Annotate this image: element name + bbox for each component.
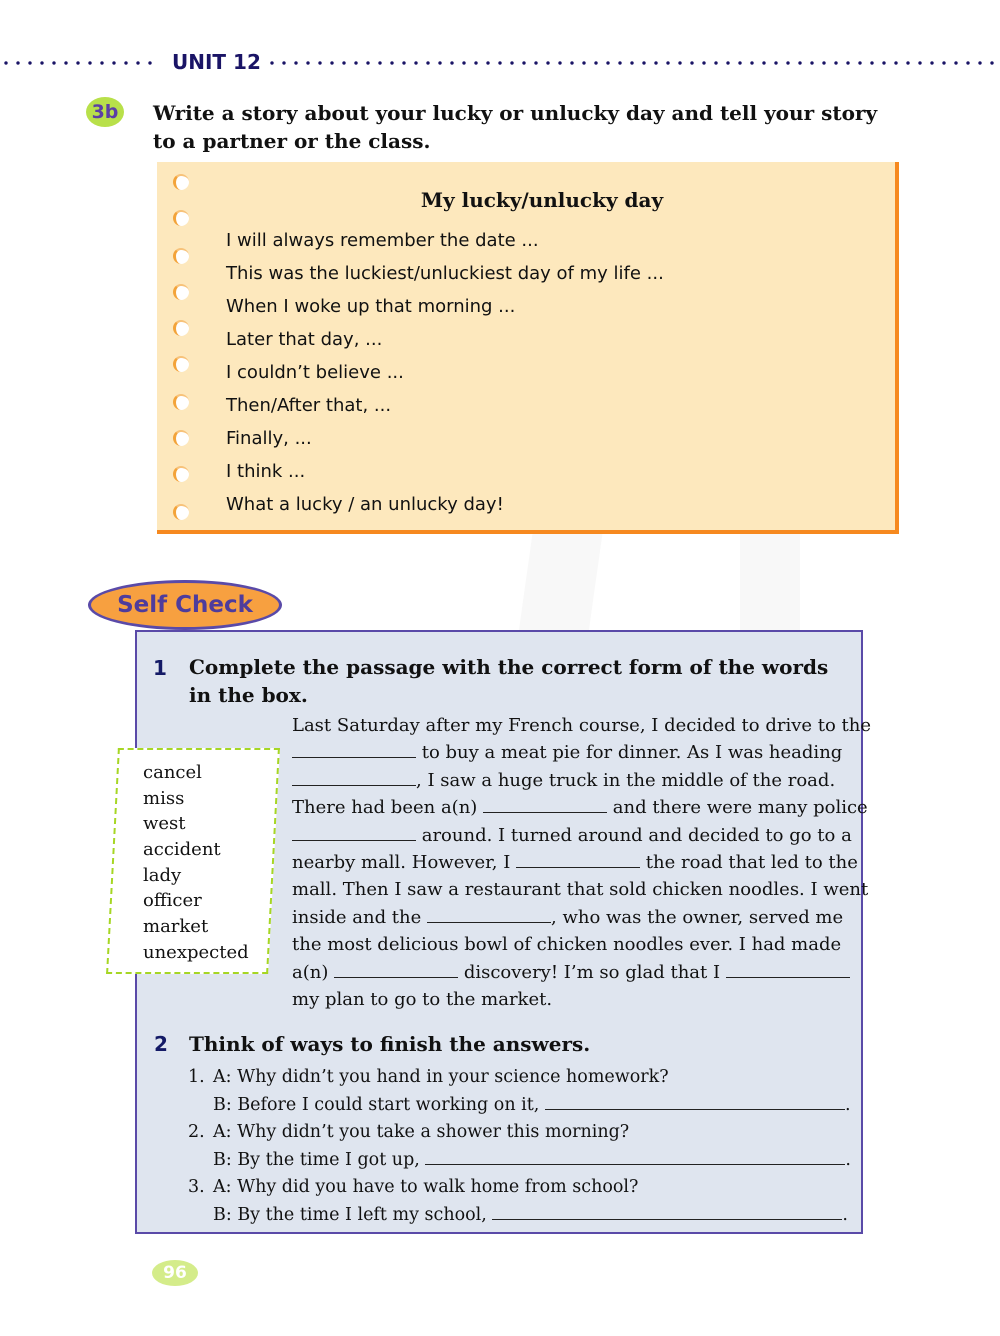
- passage-text: There had been a(n): [292, 797, 484, 819]
- passage-text: mall. Then I saw a restaurant that sold chicken noodles. I went: [292, 879, 869, 901]
- passage-line: [292, 986, 852, 1013]
- notepad-line: Finally, ...: [226, 428, 312, 449]
- question-number: 2: [154, 1032, 168, 1056]
- qa-answer: [188, 1201, 848, 1228]
- question-instruction: Complete the passage with the correct form of the words in the box.: [189, 655, 829, 707]
- binder-ring-icon: [173, 356, 189, 372]
- passage: [292, 712, 872, 1013]
- passage-line: [292, 822, 852, 849]
- answer-blank[interactable]: [516, 849, 640, 868]
- passage-text: inside and the: [292, 906, 428, 928]
- passage-line: [292, 849, 858, 876]
- exercise-badge: 3b: [86, 97, 124, 127]
- answer-b: B: Before I could start working on it,: [213, 1095, 540, 1116]
- passage-text: , who was the owner, served me: [551, 906, 844, 928]
- binder-ring-icon: [173, 504, 189, 520]
- passage-text: , I saw a huge truck in the middle of the road.: [416, 769, 836, 791]
- answer-blank[interactable]: [545, 1091, 845, 1110]
- period: .: [844, 1095, 851, 1116]
- answer-b: B: By the time I left my school,: [213, 1204, 487, 1225]
- binder-ring-icon: [173, 248, 189, 264]
- notepad-lines: [226, 224, 664, 521]
- qa-answer: [188, 1146, 851, 1173]
- word-option: officer: [143, 890, 202, 912]
- passage-line: [292, 904, 852, 931]
- passage-text: the road that led to the: [640, 851, 858, 873]
- word-option: unexpected: [143, 941, 249, 963]
- answer-blank[interactable]: [334, 959, 458, 978]
- notepad-line: I will always remember the date ...: [226, 230, 539, 251]
- item-number: 3.: [188, 1176, 205, 1197]
- binder-ring-icon: [173, 210, 189, 226]
- passage-text: the most delicious bowl of chicken noodles ever. I had made: [292, 934, 842, 956]
- notepad-line: I think ...: [226, 461, 306, 482]
- word-option: lady: [143, 864, 182, 886]
- question-a: A: Why didn’t you take a shower this morning?: [213, 1121, 630, 1142]
- passage-line: [292, 931, 852, 958]
- question-a: A: Why did you have to walk home from school?: [213, 1176, 639, 1197]
- answer-blank[interactable]: [483, 794, 607, 813]
- question-number: 1: [153, 656, 167, 680]
- binder-ring-icon: [173, 320, 189, 336]
- word-option: west: [143, 813, 186, 835]
- notepad-line: Then/After that, ...: [226, 395, 392, 416]
- period: .: [842, 1204, 848, 1225]
- answer-b: B: By the time I got up,: [213, 1150, 420, 1171]
- unit-header: [0, 50, 1000, 76]
- answer-blank[interactable]: [726, 959, 850, 978]
- self-check-label: Self Check: [88, 580, 282, 630]
- passage-text: and there were many police: [607, 797, 868, 819]
- item-number: 2.: [188, 1121, 205, 1142]
- passage-line: [292, 794, 868, 821]
- question-a: A: Why didn’t you hand in your science homework?: [213, 1067, 669, 1087]
- page-number: 96: [152, 1260, 198, 1286]
- word-option: accident: [143, 839, 221, 861]
- notepad-box: [157, 162, 899, 534]
- qa-list: [188, 1064, 851, 1228]
- passage-text: my plan to go to the market.: [292, 988, 553, 1010]
- word-option: cancel: [143, 762, 202, 783]
- answer-blank[interactable]: [425, 1146, 845, 1165]
- notepad-line: What a lucky / an unlucky day!: [226, 494, 504, 515]
- word-list: [143, 760, 249, 966]
- binder-ring-icon: [173, 284, 189, 300]
- passage-line: [292, 712, 872, 739]
- answer-blank[interactable]: [292, 767, 416, 786]
- word-option: miss: [143, 787, 185, 809]
- word-option: market: [143, 916, 209, 938]
- answer-blank[interactable]: [492, 1201, 842, 1220]
- binder-ring-icon: [173, 466, 189, 482]
- passage-text: to buy a meat pie for dinner. As I was heading: [416, 742, 843, 764]
- passage-text: Last Saturday after my French course, I decided to drive to the: [292, 715, 872, 736]
- unit-title: UNIT 12: [172, 50, 261, 74]
- answer-blank[interactable]: [292, 822, 416, 841]
- notepad-line: When I woke up that morning ...: [226, 296, 516, 317]
- item-number: 1.: [188, 1067, 205, 1087]
- period: .: [845, 1150, 851, 1171]
- passage-text: a(n): [292, 961, 335, 983]
- passage-line: [292, 959, 852, 986]
- qa-answer: [188, 1091, 851, 1118]
- notepad-line: Later that day, ...: [226, 329, 383, 350]
- dotted-rule-left: [0, 61, 160, 65]
- question-instruction: Think of ways to finish the answers.: [189, 1032, 591, 1056]
- answer-blank[interactable]: [292, 739, 416, 758]
- passage-text: discovery! I’m so glad that I: [458, 961, 726, 983]
- qa-question: [188, 1174, 848, 1201]
- dotted-rule-right: [266, 61, 1000, 65]
- notepad-line: This was the luckiest/unluckiest day of my life ...: [226, 263, 664, 284]
- notepad-title: My lucky/unlucky day: [420, 188, 664, 212]
- binder-ring-icon: [173, 430, 189, 446]
- binder-ring-icon: [173, 394, 189, 410]
- notepad-line: I couldn’t believe ...: [226, 362, 404, 383]
- passage-text: around. I turned around and decided to go to a: [416, 824, 852, 846]
- answer-blank[interactable]: [427, 904, 551, 923]
- qa-question: [188, 1064, 848, 1091]
- passage-line: [292, 876, 869, 903]
- exercise-instruction: Write a story about your lucky or unlucky day and tell your story to a partner or the class.: [153, 101, 878, 153]
- passage-text: nearby mall. However, I: [292, 851, 517, 873]
- passage-line: [292, 767, 852, 794]
- qa-question: [188, 1119, 848, 1146]
- passage-line: [292, 739, 852, 766]
